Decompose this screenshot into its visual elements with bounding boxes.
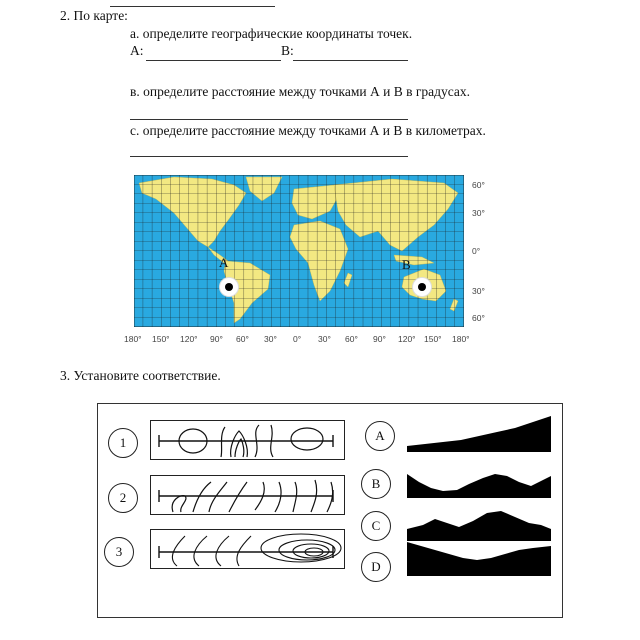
point-b-prefix: В: [281, 43, 294, 58]
map-grid [134, 175, 464, 327]
answer-line-b[interactable] [293, 60, 408, 61]
lon-label-150w: 150° [152, 334, 170, 344]
letter-circle-d: D [361, 552, 391, 582]
task2-item-c: с. определите расстояние между точками А и В в километрах. [130, 123, 486, 138]
answer-line-degrees[interactable] [130, 119, 408, 120]
point-a-prefix: А: [130, 43, 144, 58]
letter-circle-b: B [361, 469, 391, 499]
contour-map-1 [150, 420, 345, 460]
answer-line-a[interactable] [146, 60, 281, 61]
point-a-marker [220, 278, 238, 296]
point-a-label: A [219, 255, 229, 270]
task2-heading: 2. По карте: [60, 8, 128, 23]
lat-label-30n: 30° [472, 208, 485, 218]
letter-circle-a: A [365, 421, 395, 451]
lon-label-90w: 90° [210, 334, 223, 344]
lon-label-180w: 180° [124, 334, 142, 344]
task2-item-v: в. определите расстояние между точками А и В в градусах. [130, 84, 470, 99]
answer-line-km[interactable] [130, 156, 408, 157]
top-rule [110, 6, 275, 7]
number-circle-2: 2 [108, 483, 138, 513]
profile-d [407, 540, 551, 576]
point-b-label: B [402, 257, 411, 272]
letter-circle-c: C [361, 511, 391, 541]
profile-c [407, 501, 551, 541]
contour-map-3 [150, 529, 345, 569]
profile-b [407, 458, 551, 498]
world-map [134, 175, 464, 327]
number-circle-1: 1 [108, 428, 138, 458]
lon-label-60w: 60° [236, 334, 249, 344]
lat-label-60s: 60° [472, 313, 485, 323]
lon-label-120w: 120° [180, 334, 198, 344]
lon-label-180e: 180° [452, 334, 470, 344]
lon-label-90e: 90° [373, 334, 386, 344]
number-circle-3: 3 [104, 537, 134, 567]
point-b-marker [413, 278, 431, 296]
task2-item-a: а. определите географические координаты точек. [130, 26, 413, 41]
lat-label-60n: 60° [472, 180, 485, 190]
profile-a [407, 412, 551, 452]
task3-heading: 3. Установите соответствие. [60, 368, 221, 383]
lon-label-30w: 30° [264, 334, 277, 344]
contour-map-2 [150, 475, 345, 515]
lon-label-60e: 60° [345, 334, 358, 344]
lon-label-0: 0° [293, 334, 302, 344]
lat-label-30s: 30° [472, 286, 485, 296]
lon-label-120e: 120° [398, 334, 416, 344]
lat-label-0: 0° [472, 246, 481, 256]
lon-label-30e: 30° [318, 334, 331, 344]
lon-label-150e: 150° [424, 334, 442, 344]
